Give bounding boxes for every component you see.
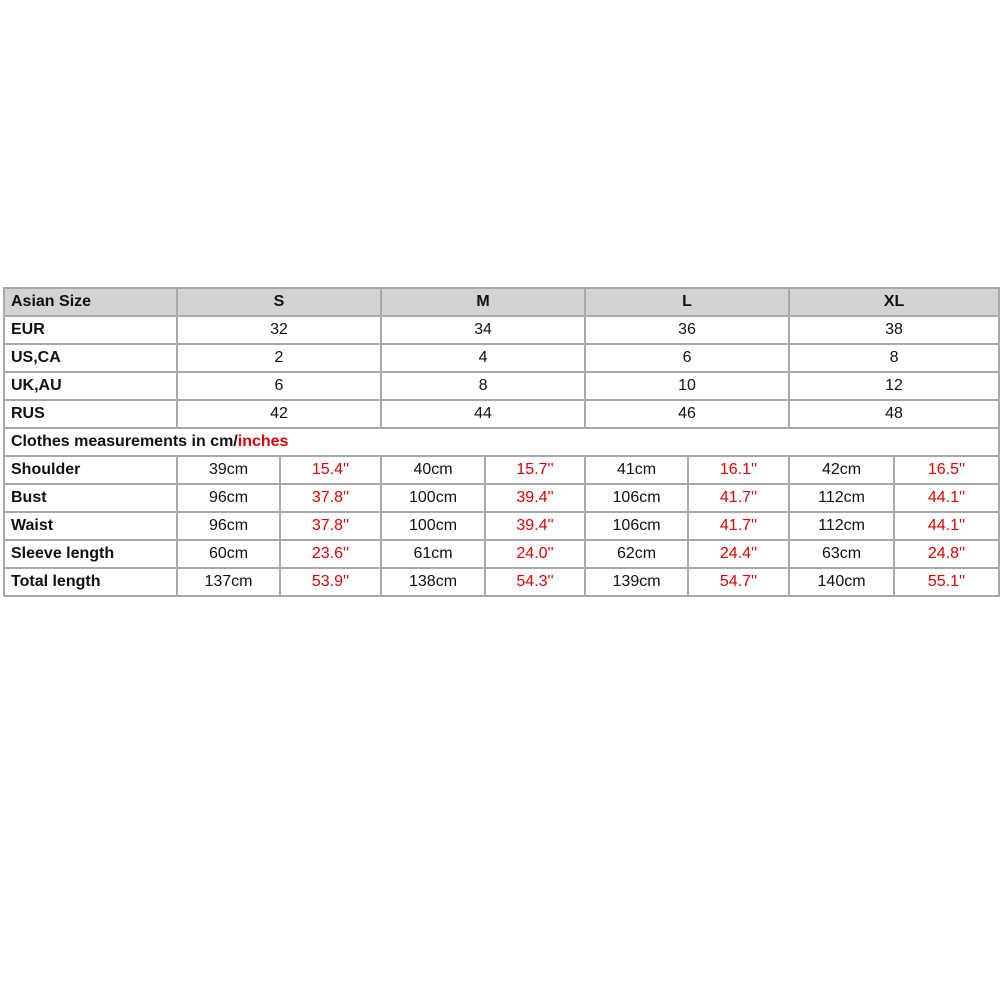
cm-value: 96cm xyxy=(177,512,280,540)
size-value: 10 xyxy=(585,372,789,400)
section-title xyxy=(4,428,999,456)
inch-value: 15.4'' xyxy=(280,456,381,484)
row-label: Shoulder xyxy=(4,456,177,484)
size-value: 6 xyxy=(177,372,381,400)
size-value: 36 xyxy=(585,316,789,344)
size-value: 48 xyxy=(789,400,999,428)
size-value: 42 xyxy=(177,400,381,428)
size-value: 38 xyxy=(789,316,999,344)
size-row xyxy=(4,400,999,428)
size-value: 32 xyxy=(177,316,381,344)
size-header-xl: XL xyxy=(789,288,999,316)
inch-value: 39.4'' xyxy=(485,484,585,512)
cm-value: 62cm xyxy=(585,540,688,568)
measurement-row xyxy=(4,512,999,540)
size-value: 12 xyxy=(789,372,999,400)
size-value: 2 xyxy=(177,344,381,372)
inch-value: 55.1'' xyxy=(894,568,999,596)
size-header-s: S xyxy=(177,288,381,316)
size-value: 44 xyxy=(381,400,585,428)
cm-value: 39cm xyxy=(177,456,280,484)
cm-value: 139cm xyxy=(585,568,688,596)
cm-value: 63cm xyxy=(789,540,894,568)
row-label: Sleeve length xyxy=(4,540,177,568)
cm-value: 106cm xyxy=(585,484,688,512)
inch-value: 24.8'' xyxy=(894,540,999,568)
cm-value: 40cm xyxy=(381,456,485,484)
row-label: Total length xyxy=(4,568,177,596)
inch-value: 15.7'' xyxy=(485,456,585,484)
section-prefix: Clothes measurements in cm/ xyxy=(11,433,238,450)
section-highlight: inches xyxy=(237,433,289,450)
cm-value: 112cm xyxy=(789,484,894,512)
cm-value: 61cm xyxy=(381,540,485,568)
cm-value: 96cm xyxy=(177,484,280,512)
row-label: Waist xyxy=(4,512,177,540)
cm-value: 100cm xyxy=(381,512,485,540)
size-chart-table xyxy=(3,287,1000,597)
inch-value: 24.4'' xyxy=(688,540,789,568)
row-label: RUS xyxy=(4,400,177,428)
cm-value: 138cm xyxy=(381,568,485,596)
inch-value: 53.9'' xyxy=(280,568,381,596)
inch-value: 54.3'' xyxy=(485,568,585,596)
inch-value: 16.5'' xyxy=(894,456,999,484)
row-label: UK,AU xyxy=(4,372,177,400)
header-row xyxy=(4,288,999,316)
cm-value: 60cm xyxy=(177,540,280,568)
size-header-l: L xyxy=(585,288,789,316)
size-value: 34 xyxy=(381,316,585,344)
size-value: 46 xyxy=(585,400,789,428)
cm-value: 100cm xyxy=(381,484,485,512)
measurement-row xyxy=(4,540,999,568)
size-row xyxy=(4,316,999,344)
size-value: 6 xyxy=(585,344,789,372)
inch-value: 41.7'' xyxy=(688,512,789,540)
inch-value: 41.7'' xyxy=(688,484,789,512)
cm-value: 41cm xyxy=(585,456,688,484)
size-value: 4 xyxy=(381,344,585,372)
cm-value: 112cm xyxy=(789,512,894,540)
cm-value: 140cm xyxy=(789,568,894,596)
inch-value: 16.1'' xyxy=(688,456,789,484)
header-label: Asian Size xyxy=(4,288,177,316)
cm-value: 137cm xyxy=(177,568,280,596)
cm-value: 106cm xyxy=(585,512,688,540)
measurement-row xyxy=(4,456,999,484)
inch-value: 23.6'' xyxy=(280,540,381,568)
measurement-row xyxy=(4,484,999,512)
size-row xyxy=(4,372,999,400)
row-label: EUR xyxy=(4,316,177,344)
inch-value: 44.1'' xyxy=(894,484,999,512)
cm-value: 42cm xyxy=(789,456,894,484)
section-row xyxy=(4,428,999,456)
size-value: 8 xyxy=(789,344,999,372)
measurement-row xyxy=(4,568,999,596)
size-value: 8 xyxy=(381,372,585,400)
inch-value: 39.4'' xyxy=(485,512,585,540)
inch-value: 37.8'' xyxy=(280,512,381,540)
size-row xyxy=(4,344,999,372)
inch-value: 54.7'' xyxy=(688,568,789,596)
row-label: US,CA xyxy=(4,344,177,372)
inch-value: 37.8'' xyxy=(280,484,381,512)
inch-value: 24.0'' xyxy=(485,540,585,568)
row-label: Bust xyxy=(4,484,177,512)
size-header-m: M xyxy=(381,288,585,316)
inch-value: 44.1'' xyxy=(894,512,999,540)
